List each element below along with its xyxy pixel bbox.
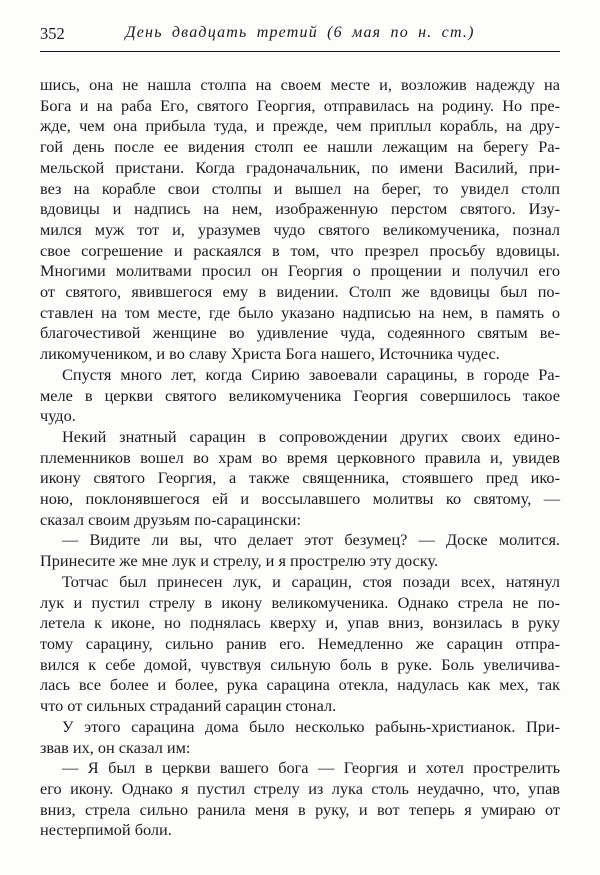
text-line: племенников вошел во храм во время церковного правила и, увидев [40,447,560,467]
text-line: чудо. [40,406,76,426]
paragraph [40,530,560,571]
text-line: свое согрешение и раскаялся в том, что презрел просьбу вдовицы. [40,240,560,260]
text-line: что от сильных страданий сарацин стонал. [40,696,337,716]
paragraph [40,572,560,717]
paragraph [40,758,560,841]
text-line: меле в церкви святого великомученика Георгия совершилось такое [40,385,560,405]
text-line: У этого сарацина дома было несколько рабынь-христианок. При- [62,716,560,736]
text-line: вез на корабле свои столпы и вышел на берег, то увидел столп [40,178,560,198]
header-rule [40,51,560,52]
text-line: ною, поклонявшегося ей и воссылавшего молитвы ко святому, — [40,489,560,509]
text-line: гой день после ее видения столп ее нашли лежащим на берегу Ра- [40,137,560,157]
text-line: шись, она не нашла столпа на своем месте и, возложив надежду на [40,75,560,94]
text-line: мельской пристани. Когда градоначальник, по имени Василий, при- [40,157,560,177]
text-line: жде, чем она прибыла туда, и прежде, чем приплыл корабль, на дру- [40,116,560,136]
text-line: вился к себе домой, чувствуя сильную боль в руке. Боль увеличива- [40,654,560,674]
text-line: Некий знатный сарацин в сопровождении других своих едино- [62,426,560,446]
text-line: благочестивой женщине во удивление чуда, содеянного святым ве- [40,323,560,343]
text-line: лук и пустил стрелу в икону великомученика. Однако стрела не по- [40,592,560,612]
text-line: Принесите же мне лук и стрелу, и я прострелю эту доску. [40,551,439,571]
text-line: нестерпимой боли. [40,820,172,840]
text-line: летела к иконе, но поднялась кверху и, упав вниз, вонзилась в руку [40,613,560,633]
text-line: от святого, явившегося ему в видении. Столп же вдовицы был по- [40,282,560,302]
paragraph [40,365,560,427]
text-line: ставлен на том месте, где было указано надписью на нем, в память о [40,302,560,322]
text-line: Многими молитвами просил он Георгия о прощении и получил его [40,261,560,281]
text-line: Тотчас был принесен лук, и сарацин, стоя позади всех, натянул [62,571,560,591]
text-line: мился муж тот и, уразумев чудо святого великомученика, познал [40,219,560,239]
text-line: сказал своим друзьям по-сарацински: [40,509,302,529]
text-line: лась все более и более, рука сарацина отекла, надулась как мех, так [40,675,560,695]
text-line: вниз, стрела сильно ранила меня в руку, и вот теперь я умираю от [40,799,560,819]
text-line: Бога и на раба Его, святого Георгия, отправилась на родину. Но пре- [40,95,560,115]
text-line: ликомучеником, и во славу Христа Бога нашего, Источника чудес. [40,344,500,364]
text-line: его икону. Однако я пустил стрелу из лука столь неудачно, что, упав [40,778,560,798]
page-number: 352 [40,24,65,43]
body-text [40,75,560,841]
paragraph [40,75,560,365]
text-line: — Видите ли вы, что делает этот безумец? — Доске молится. [62,530,560,550]
text-line: тому сарацину, сильно ранив его. Немедленно же сарацин отпра- [40,633,560,653]
text-line: звав их, он сказал им: [40,737,191,757]
page-header [40,24,560,46]
text-line: Спустя много лет, когда Сирию завоевали сарацины, в городе Ра- [62,364,560,384]
text-line: — Я был в церкви вашего бога — Георгия и хотел прострелить [62,758,560,778]
paragraph [40,717,560,758]
paragraph [40,427,560,531]
text-line: вдовицы и надпись на нем, изображенную перстом святого. Изу- [40,199,560,219]
text-line: икону святого Георгия, а также священника, стоявшего пред ико- [40,468,560,488]
chapter-title: День двадцать третий (6 мая по н. ст.) [125,24,475,41]
